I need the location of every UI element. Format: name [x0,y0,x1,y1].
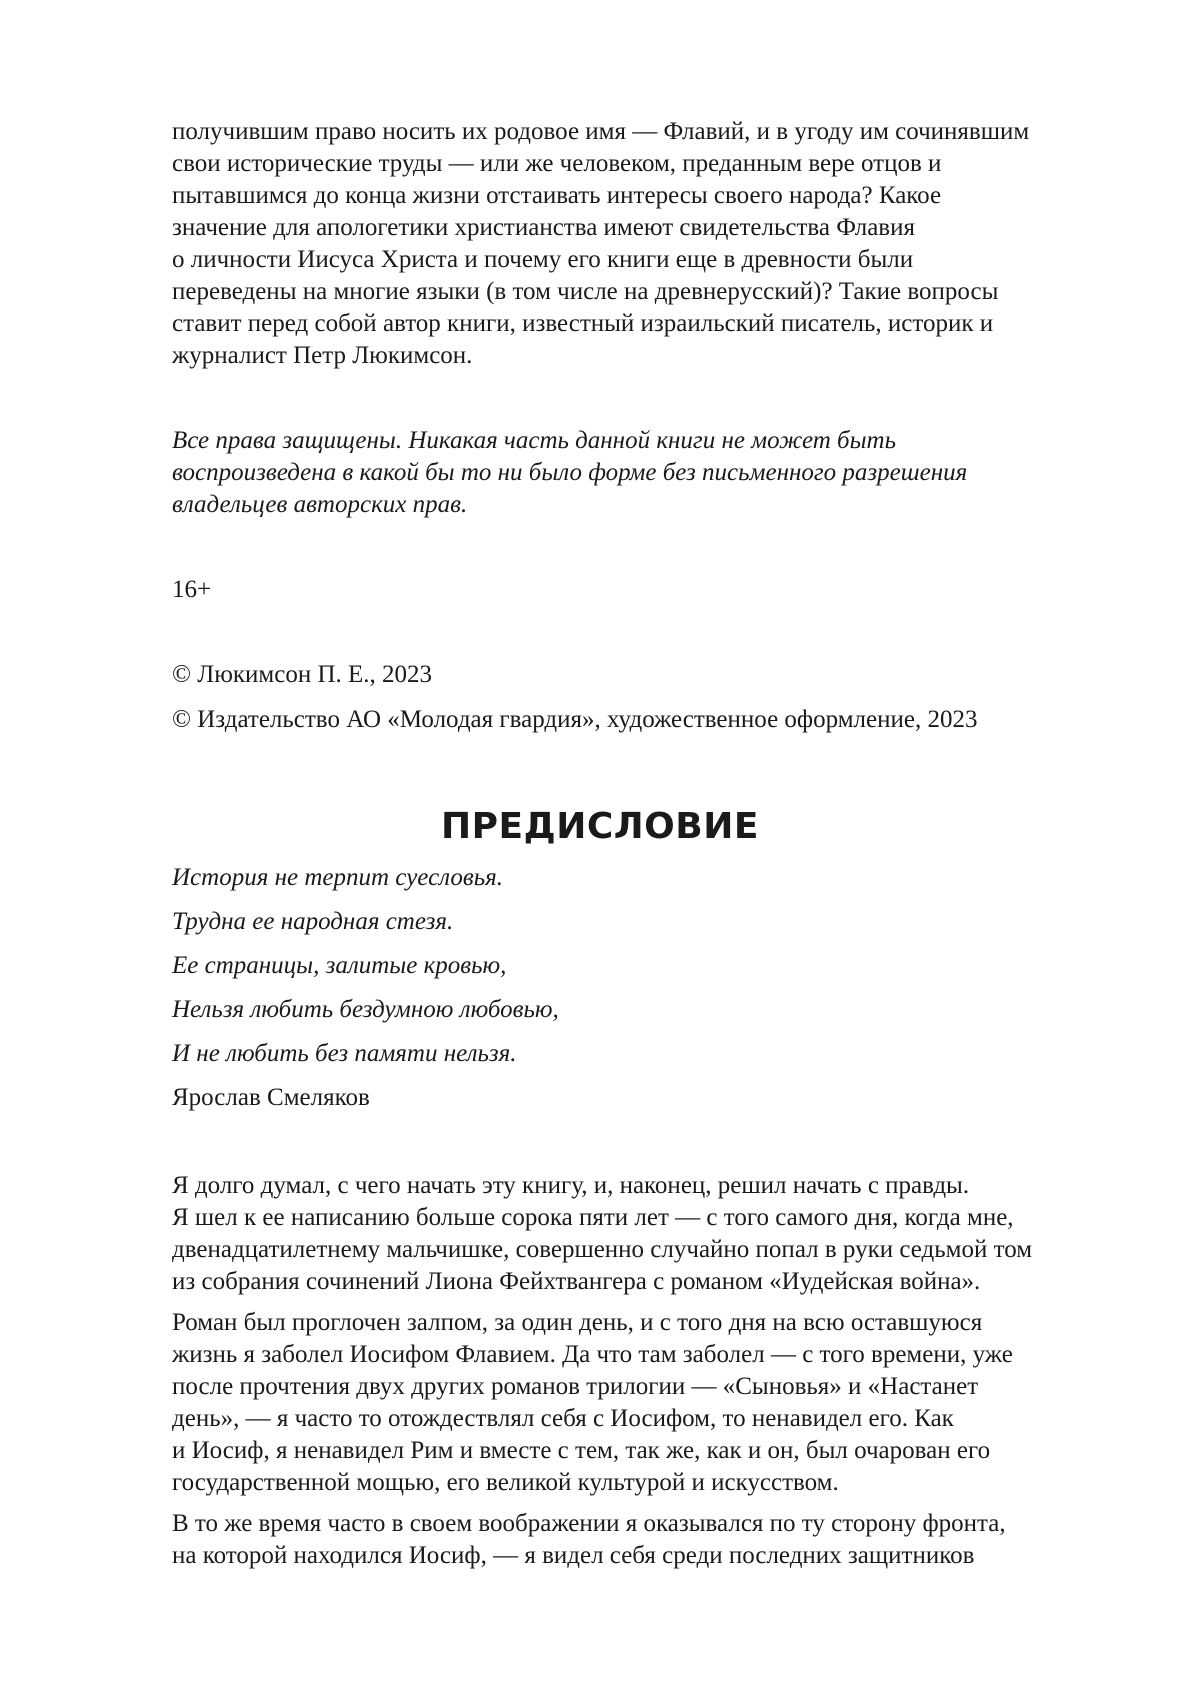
text-line: Я шел к ее написанию больше сорока пяти лет — с того самого дня, когда мне, [172,1204,1014,1231]
text-line: получившим право носить их родовое имя — Флавий, и в угоду им сочинявшим [172,118,1030,145]
preface-paragraph-1 [172,1170,1132,1298]
epigraph-line: История не терпит суесловья. [172,864,503,891]
text-line: ставит перед собой автор книги, известный израильский писатель, историк и [172,310,994,337]
age-rating: 16+ [172,576,212,603]
epigraph-author: Ярослав Смеляков [172,1084,370,1111]
text-line: государственной мощью, его великой культурой и искусством. [172,1469,839,1496]
preface-title: ПРЕДИСЛОВИЕ [441,806,759,847]
text-line: двенадцатилетнему мальчишке, совершенно случайно попал в руки седьмой том [172,1236,1033,1263]
text-line: значение для апологетики христианства имеют свидетельства Флавия [172,214,915,241]
epigraph-line: Трудна ее народная стезя. [172,908,454,935]
text-line: Все права защищены. Никакая часть данной книги не может быть [172,427,896,454]
intro-paragraph [172,116,1132,372]
text-line: и Иосиф, я ненавидел Рим и вместе с тем, так же, как и он, был очарован его [172,1437,991,1464]
text-line: воспроизведена в какой бы то ни было форме без письменного разрешения [172,459,968,486]
text-line: на которой находился Иосиф, — я видел себя среди последних защитников [172,1542,975,1569]
text-line: день», — я часто то отождествлял себя с Иосифом, то ненавидел его. Как [172,1405,954,1432]
text-line: из собрания сочинений Лиона Фейхтвангера с романом «Иудейская война». [172,1268,981,1295]
copyright-author: © Люкимсон П. Е., 2023 [172,661,433,688]
epigraph-line: И не любить без памяти нельзя. [172,1040,517,1067]
text-line: после прочтения двух других романов трилогии — «Сыновья» и «Настанет [172,1373,979,1400]
epigraph-line: Ее страницы, залитые кровью, [172,952,507,979]
text-line: владельцев авторских прав. [172,491,468,518]
text-line: пытавшимся до конца жизни отстаивать интересы своего народа? Какое [172,182,942,209]
text-line: В то же время часто в своем воображении я оказывался по ту сторону фронта, [172,1510,1006,1537]
text-line: Я долго думал, с чего начать эту книгу, и, наконец, решил начать с правды. [172,1172,970,1199]
copyright-publisher: © Издательство АО «Молодая гвардия», художественное оформление, 2023 [172,706,978,733]
text-line: Роман был проглочен залпом, за один день, и с того дня на всю оставшуюся [172,1309,983,1336]
epigraph-line: Нельзя любить бездумною любовью, [172,996,559,1023]
text-line: переведены на многие языки (в том числе на древнерусский)? Такие вопросы [172,278,999,305]
text-line: журналист Петр Люкимсон. [172,342,473,369]
text-line: жизнь я заболел Иосифом Флавием. Да что там заболел — с того времени, уже [172,1341,1013,1368]
preface-paragraph-3 [172,1508,1132,1572]
text-line: свои исторические труды — или же человеком, преданным вере отцов и [172,150,942,177]
text-line: о личности Иисуса Христа и почему его книги еще в древности были [172,246,914,273]
rights-notice [172,425,1132,521]
preface-paragraph-2 [172,1307,1132,1499]
